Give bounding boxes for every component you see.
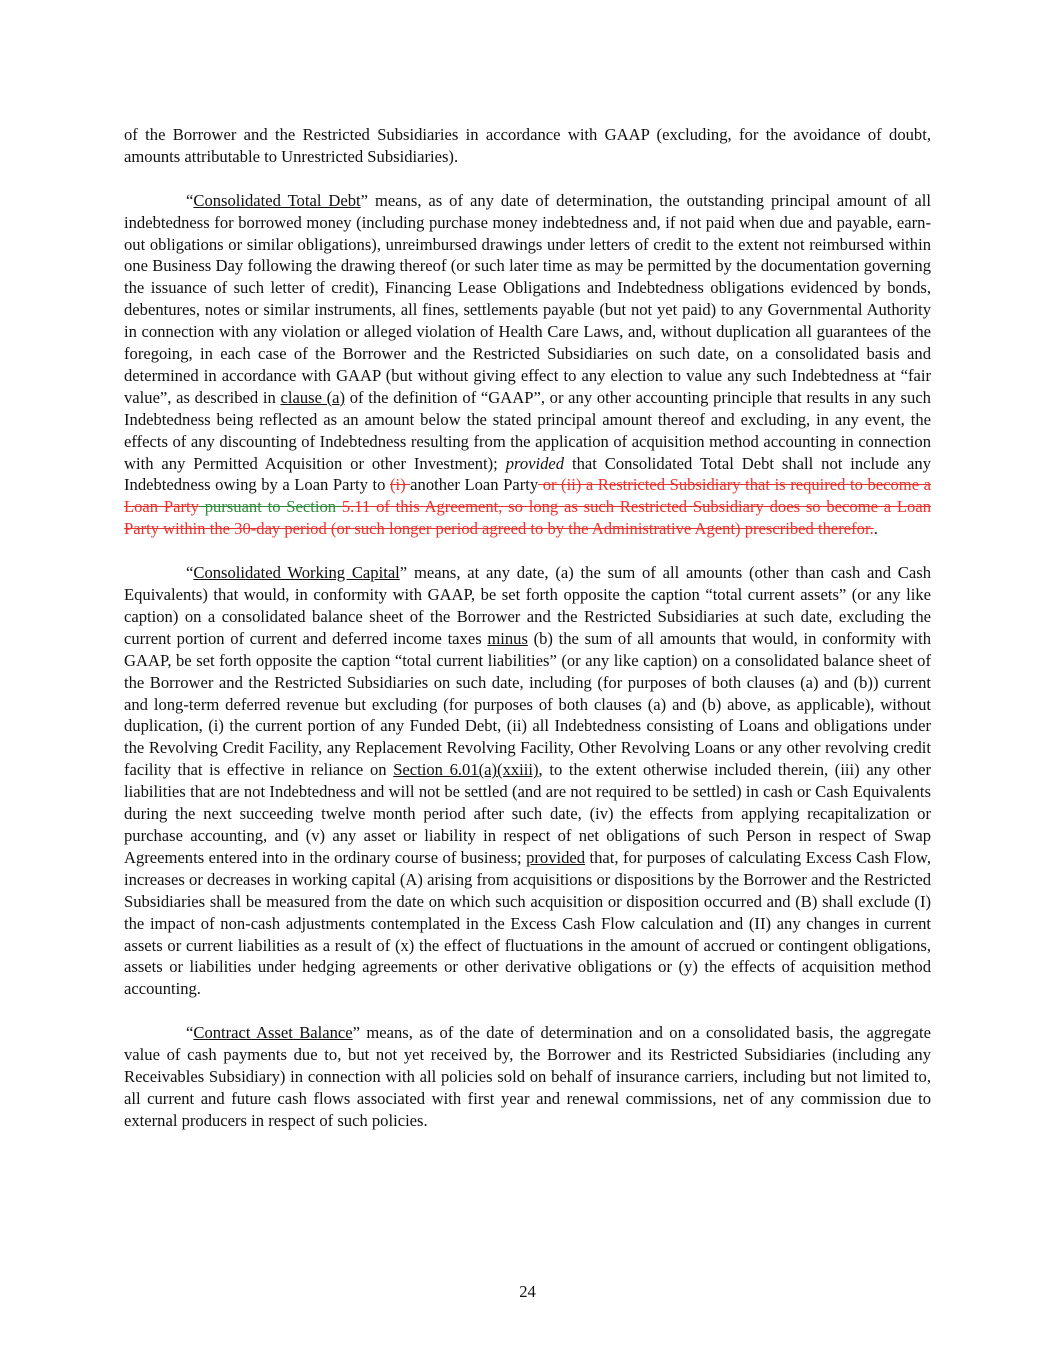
defined-term: Consolidated Total Debt — [193, 190, 361, 210]
deleted-text: (i) — [389, 475, 411, 495]
minus-keyword: minus — [487, 628, 528, 648]
definition-contract-asset-balance: “Contract Asset Balance” means, as of the date of determination and on a consolidated basis, the aggregate value of cash payments due to, but not yet received by, the Borrower and its Restricted Subsidiaries (including any Receivables Subsidiary) in connection with all policies sold on behalf of insurance carriers, including but not limited to, all current and future cash flows associated with first year and renewal commissions, net of any commission due to external producers in respect of such policies. — [124, 1023, 931, 1130]
provided-keyword: provided — [505, 453, 565, 473]
provided-keyword: provided — [526, 847, 586, 867]
section-reference: Section 6.01(a)(xxiii) — [393, 760, 539, 780]
page-number: 24 — [519, 1282, 536, 1301]
deleted-text: 5.11 of this Agreement, so long as such Restricted Subsidiary does so become a Loan Party within the 30-day period (or such longer period agreed to by the Administrative Agent) prescribed therefor. — [124, 497, 931, 539]
definition-consolidated-working-capital: “Consolidated Working Capital” means, at any date, (a) the sum of all amounts (other than cash and Cash Equivalents) that would, in conformity with GAAP, be set forth opposite the caption “total current assets” (or any like caption) on a consolidated balance sheet of the Borrower and the Restricted Subsidiaries at such date, excluding the current portion of current and deferred income taxes minus (b) the sum of all amounts that would, in conformity with GAAP, be set forth opposite the caption “total current liabilities” (or any like caption) on a consolidated balance sheet of the Borrower and the Restricted Subsidiaries on such date, including (for purposes of both clauses (a) and (b)) current and long-term deferred revenue but excluding (for purposes of both clauses (a) and (b) above, as applicable), without duplication, (i) the current portion of any Funded Debt, (ii) all Indebtedness consisting of Loans and obligations under the Revolving Credit Facility, any Replacement Revolving Facility, Other Revolving Loans or any other revolving credit facility that is effective in reliance on Section 6.01(a)(xxiii), to the extent otherwise included therein, (iii) any other liabilities that are not Indebtedness and will not be settled (and are not required to be settled) in cash or Cash Equivalents during the next succeeding twelve month period after such date, (iv) the effects from applying recapitalization or purchase accounting, and (v) any asset or liability in respect of net obligations of such Person in respect of Swap Agreements entered into in the ordinary course of business; provided that, for purposes of calculating Excess Cash Flow, increases or decreases in working capital (A) arising from acquisitions or dispositions by the Borrower and the Restricted Subsidiaries shall be measured from the date on which such acquisition or disposition occurred and (B) shall exclude (I) the impact of non-cash adjustments contemplated in the Excess Cash Flow calculation and (II) any changes in current assets or current liabilities as a result of (x) the effect of fluctuations in the amount of accrued or contingent obligations, assets or liabilities under hedging agreements or other derivative obligations or (y) the effects of acquisition method accounting. — [124, 563, 932, 999]
moved-deleted-text: pursuant to Section — [198, 497, 342, 517]
defined-term: Contract Asset Balance — [193, 1023, 353, 1043]
deleted-text: or (ii) a Restricted Subsidiary that is required to become a Loan Party — [124, 475, 931, 517]
clause-reference: clause (a) — [280, 387, 346, 407]
document-page — [124, 124, 931, 1132]
defined-term: Consolidated Working Capital — [193, 563, 400, 583]
paragraph-continuation: of the Borrower and the Restricted Subsidiaries in accordance with GAAP (excluding, for the avoidance of doubt, amounts attributable to Unrestricted Subsidiaries). — [124, 125, 931, 166]
definition-consolidated-total-debt: “Consolidated Total Debt” means, as of any date of determination, the outstanding principal amount of all indebtedness for borrowed money (including purchase money indebtedness and, if not paid when due and payable, earn-out obligations or similar obligations), unreimbursed drawings under letters of credit to the extent not reimbursed within one Business Day following the drawing thereof (or such later time as may be permitted by the documentation governing the issuance of such letter of credit), Financing Lease Obligations and Indebtedness obligations evidenced by bonds, debentures, notes or similar instruments, all fines, settlements payable (but not yet paid) to any Governmental Authority in connection with any violation or alleged violation of Health Care Laws, and, without duplication all guarantees of the foregoing, in each case of the Borrower and the Restricted Subsidiaries on such date, on a consolidated basis and determined in accordance with GAAP (but without giving effect to any election to value any such Indebtedness at “fair value”, as described in clause (a) of the definition of “GAAP”, or any other accounting principle that results in any such Indebtedness being reflected as an amount below the stated principal amount thereof and excluding, in any event, the effects of any discounting of Indebtedness resulting from the application of acquisition method accounting in connection with any Permitted Acquisition or other Investment); provided that Consolidated Total Debt shall not include any Indebtedness owing by a Loan Party to (i) another Loan Party or (ii) a Restricted Subsidiary that is required to become a Loan Party pursuant to Section 5.11 of this Agreement, so long as such Restricted Subsidiary does so become a Loan Party within the 30-day period (or such longer period agreed to by the Administrative Agent) prescribed therefor.. — [124, 190, 931, 539]
